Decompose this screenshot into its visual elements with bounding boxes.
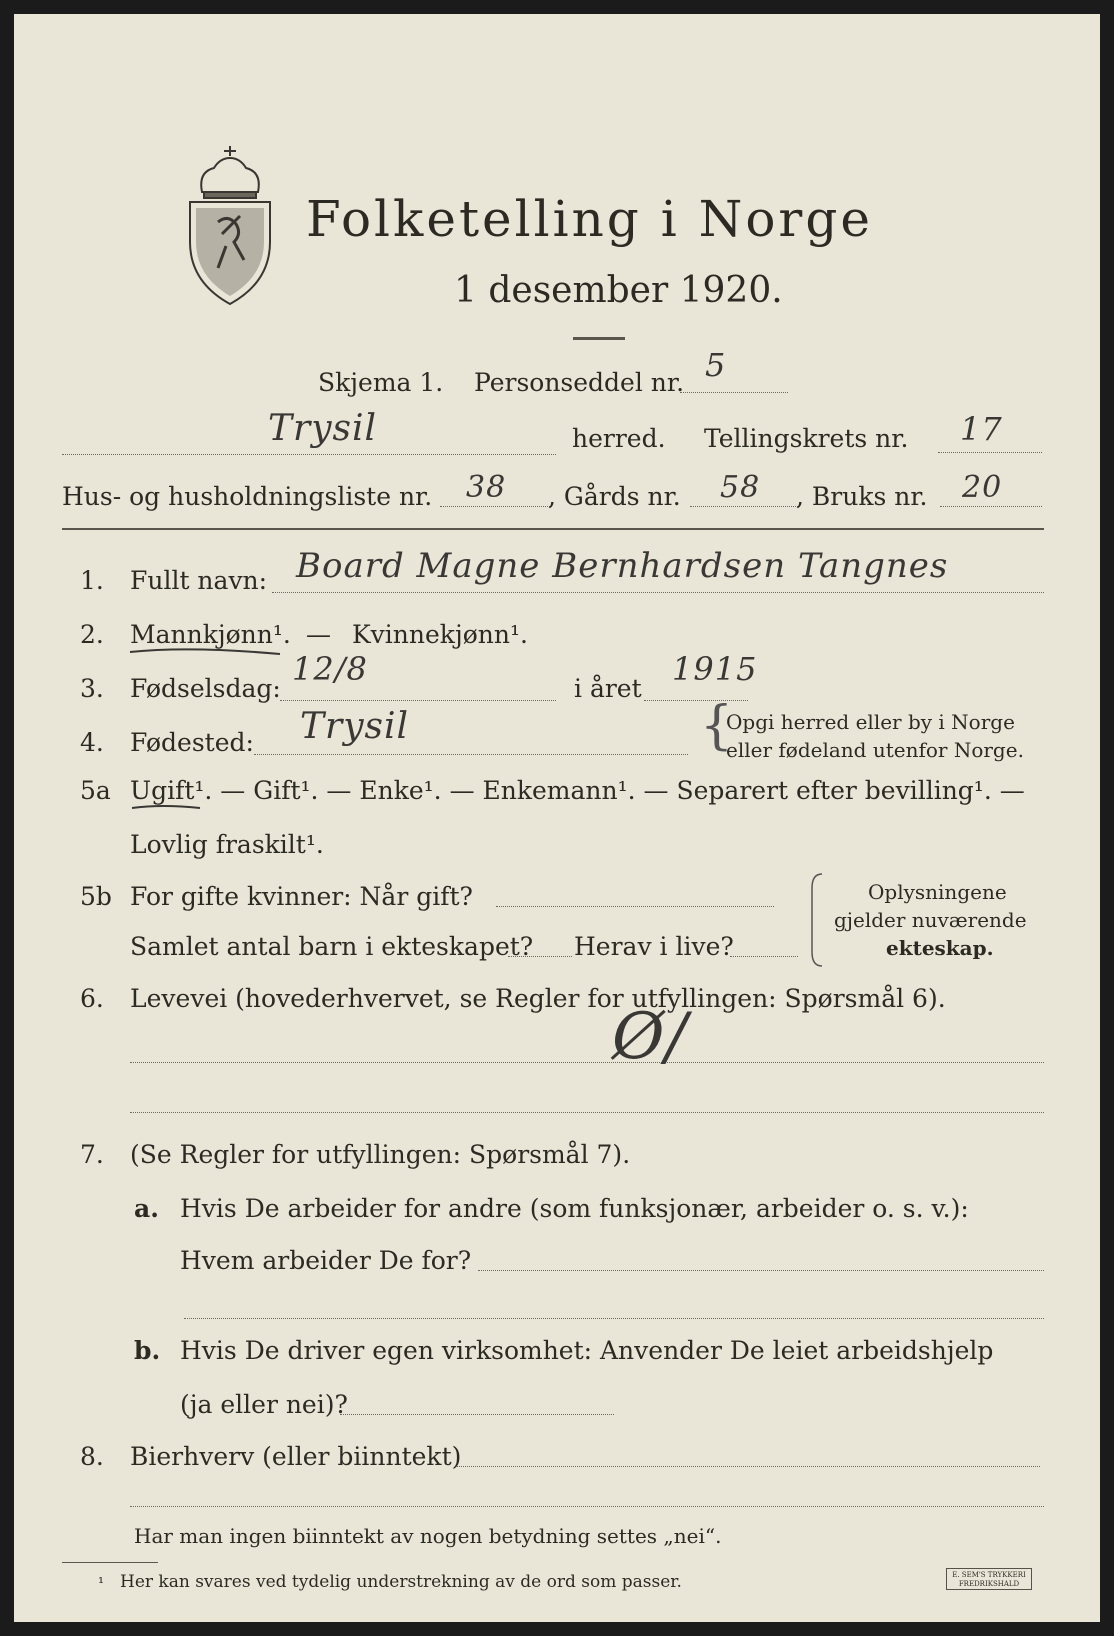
children-total-label: Samlet antal barn i ekteskapet? (130, 932, 534, 961)
tellingskrets-label: Tellingskrets nr. (704, 424, 909, 453)
q7b-line1: Hvis De driver egen virksomhet: Anvender De leiet arbeidshjelp (180, 1336, 994, 1365)
herred-field[interactable] (62, 454, 556, 455)
q3-label: Fødselsdag: (130, 674, 281, 703)
marriage-note-bracket (806, 870, 826, 970)
q6-number: 6. (80, 984, 104, 1013)
full-name-value: Board Magne Bernhardsen Tangnes (296, 546, 949, 586)
personseddel-label: Personseddel nr. (474, 368, 685, 397)
personseddel-field[interactable] (680, 392, 788, 393)
printer-line1: E. SEM'S TRYKKERI (952, 1571, 1026, 1579)
side-income-field-1[interactable] (456, 1466, 1040, 1467)
children-alive-field[interactable] (730, 956, 798, 957)
birthday-value: 12/8 (292, 650, 368, 688)
marital-status-options[interactable]: Ugift¹. — Gift¹. — Enke¹. — Enkemann¹. — Separert efter bevilling¹. — (130, 776, 1025, 805)
birthplace-note-line1: Opgi herred eller by i Norge (726, 710, 1015, 734)
q7a-line2: Hvem arbeider De for? (180, 1246, 472, 1275)
q7a-line1: Hvis De arbeider for andre (som funksjonær, arbeider o. s. v.): (180, 1194, 969, 1223)
marriage-note-line1: Oplysningene (868, 880, 1007, 904)
female-option[interactable]: Kvinnekjønn¹. (352, 620, 528, 649)
birthplace-note-line2: eller fødeland utenfor Norge. (726, 738, 1024, 762)
side-income-note: Har man ingen biinntekt av nogen betydning settes „nei“. (134, 1524, 722, 1548)
occupation-field-2[interactable] (130, 1112, 1044, 1113)
bruks-value: 20 (962, 470, 1003, 505)
tellingskrets-value: 17 (960, 410, 1003, 448)
birth-year-label: i året (574, 674, 642, 703)
footnote-text: Her kan svares ved tydelig understrekning av de ord som passer. (120, 1572, 682, 1592)
bruks-label: , Bruks nr. (796, 482, 928, 511)
gards-value: 58 (720, 470, 761, 505)
q1-number: 1. (80, 566, 104, 595)
q8-number: 8. (80, 1442, 104, 1471)
children-alive-label: Herav i live? (574, 932, 734, 961)
schema-label: Skjema 1. (318, 368, 444, 397)
full-name-field[interactable] (272, 592, 1044, 593)
birthplace-value: Trysil (300, 706, 410, 747)
husliste-label: Hus- og husholdningsliste nr. (62, 482, 433, 511)
bruks-field[interactable] (940, 506, 1042, 507)
personseddel-value: 5 (705, 346, 727, 384)
q7a-letter: a. (134, 1194, 159, 1223)
married-when-label: For gifte kvinner: Når gift? (130, 882, 473, 911)
q6-label: Levevei (hovederhvervet, se Regler for utfyllingen: Spørsmål 6). (130, 984, 946, 1013)
birthplace-field[interactable] (254, 754, 688, 755)
gards-field[interactable] (690, 506, 798, 507)
form-title: Folketelling i Norge (306, 190, 873, 248)
employer-field-2[interactable] (184, 1318, 1044, 1319)
tellingskrets-field[interactable] (938, 452, 1042, 453)
q7b-letter: b. (134, 1336, 161, 1365)
unmarried-underline (128, 798, 208, 814)
male-option[interactable]: Mannkjønn¹. (130, 620, 291, 649)
employer-field-1[interactable] (478, 1270, 1044, 1271)
birthday-field[interactable] (280, 700, 556, 701)
printer-stamp (946, 1568, 1032, 1590)
children-total-field[interactable] (508, 956, 572, 957)
q8-label: Bierhverv (eller biinntekt) (130, 1442, 462, 1471)
birth-year-value: 1915 (672, 650, 758, 688)
census-date: 1 desember 1920. (454, 270, 783, 311)
q4-label: Fødested: (130, 728, 254, 757)
birthplace-note-brace: { (700, 696, 734, 756)
q7b-line2: (ja eller nei)? (180, 1390, 348, 1419)
q1-label: Fullt navn: (130, 566, 268, 595)
married-when-field[interactable] (496, 906, 774, 907)
q5b-number: 5b (80, 882, 112, 911)
side-income-field-2[interactable] (130, 1506, 1044, 1507)
occupation-field-1[interactable] (130, 1062, 1044, 1063)
hired-help-field[interactable] (340, 1414, 614, 1415)
marital-status-divorced[interactable]: Lovlig fraskilt¹. (130, 830, 324, 859)
herred-label: herred. (572, 424, 666, 453)
gards-label: , Gårds nr. (548, 482, 681, 511)
q3-number: 3. (80, 674, 104, 703)
q5a-number: 5a (80, 776, 111, 805)
q7-label: (Se Regler for utfyllingen: Spørsmål 7). (130, 1140, 631, 1169)
census-form (14, 14, 1100, 1622)
printer-line2: FREDRIKSHALD (958, 1580, 1020, 1588)
herred-value: Trysil (268, 408, 378, 449)
occupation-value: Ø/ (612, 1000, 689, 1074)
coat-of-arms-emblem (180, 142, 280, 312)
footnote-rule (62, 1562, 158, 1563)
q7-number: 7. (80, 1140, 104, 1169)
gender-separator: — (306, 620, 331, 649)
footnote-mark: ¹ (98, 1574, 105, 1592)
marriage-note-line3: ekteskap. (886, 936, 994, 960)
husliste-field[interactable] (440, 506, 550, 507)
marriage-note-line2: gjelder nuværende (834, 908, 1027, 932)
title-divider (573, 337, 625, 340)
header-rule (62, 528, 1044, 530)
q2-number: 2. (80, 620, 104, 649)
male-underline (126, 640, 286, 660)
husliste-value: 38 (466, 470, 507, 505)
q4-number: 4. (80, 728, 104, 757)
